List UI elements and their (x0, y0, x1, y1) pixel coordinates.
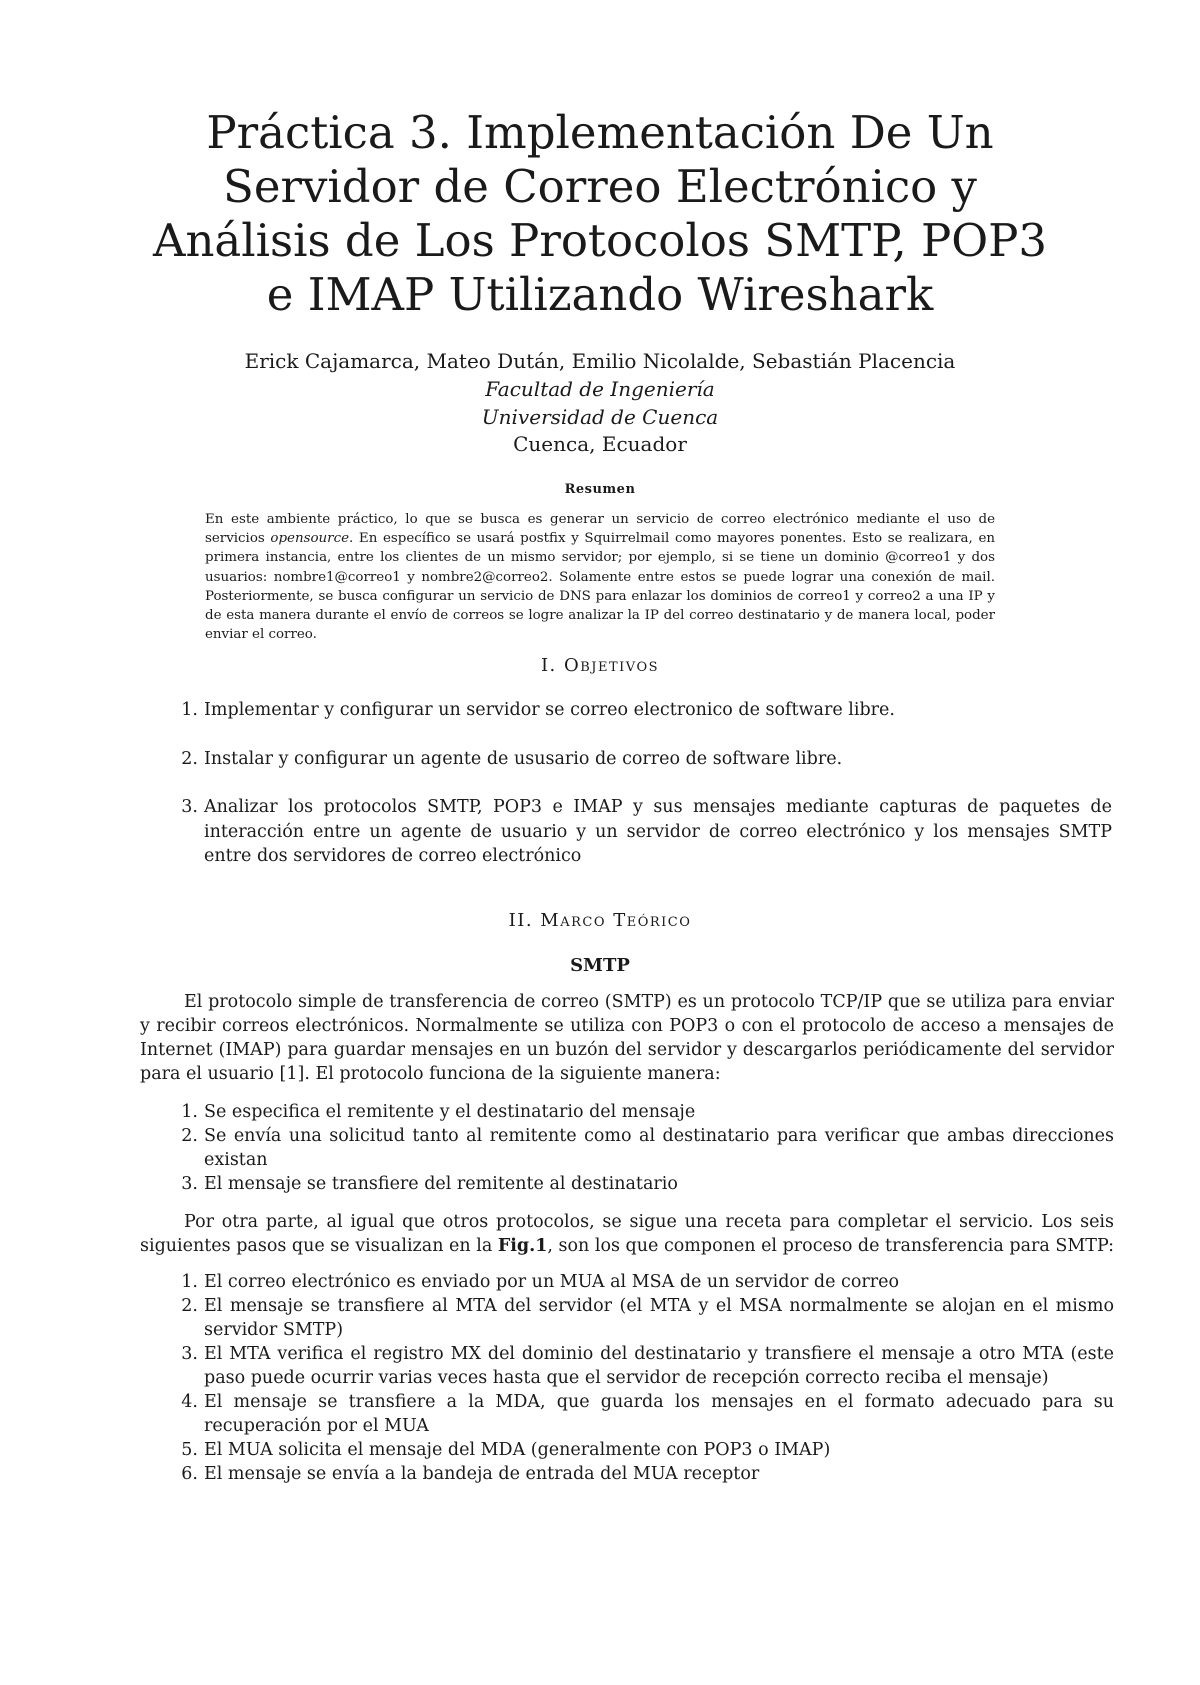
list-item (172, 1124, 1114, 1172)
smtp-subheading: SMTP (570, 955, 630, 976)
objectives-list (172, 698, 1112, 893)
faculty: Facultad de Ingeniería (485, 377, 715, 401)
item-number: 1. (181, 1272, 198, 1292)
item-number: 4. (181, 1392, 198, 1412)
list-item (172, 1438, 1114, 1462)
list-item (172, 747, 1112, 772)
abstract-part2: . En específico se usará postfix y Squirrelmail como mayores ponentes. Esto se realizara, en primera instancia, entre los clientes de un mismo servidor; por ejemplo, si se tiene un dominio @correo1 y dos usuarios: nombre1@correo1 y nombre2@correo2. Solamente entre estos se puede lograr una conexión de mail. Posteriormente, se busca configurar un servicio de DNS para enlazar los dominios de correo1 y correo2 a una IP y de esta manera durante el envío de correos se logre analizar la IP del correo destinatario y de manera local, poder enviar el correo. (205, 531, 995, 643)
item-number: 1. (181, 700, 198, 720)
section-marco-teorico-heading: II. Marco Teórico (508, 910, 692, 931)
para2-end: , son los que componen el proceso de transferencia para SMTP: (547, 1236, 1114, 1256)
item-text: El mensaje se transfiere al MTA del servidor (el MTA y el MSA normalmente se alojan en el mismo servidor SMTP) (204, 1296, 1114, 1340)
list-item (172, 795, 1112, 869)
section-objetivos-heading: I. Objetivos (540, 655, 660, 676)
item-number: 5. (181, 1440, 198, 1460)
affiliation (140, 376, 1060, 459)
item-text: El mensaje se transfiere a la MDA, que guarda los mensajes en el formato adecuado para su recuperación por el MUA (204, 1392, 1114, 1436)
item-text: Analizar los protocolos SMTP, POP3 e IMAP y sus mensajes mediante capturas de paquetes de interacción entre un agente de usuario y un servidor de correo electrónico y los mensajes SMTP entre dos servidores de correo electrónico (204, 797, 1112, 866)
list-item (172, 1390, 1114, 1438)
list-item (172, 1100, 1114, 1124)
author-list: Erick Cajamarca, Mateo Dután, Emilio Nicolalde, Sebastián Placencia (244, 349, 956, 373)
list-item (172, 1342, 1114, 1390)
item-text: El MTA verifica el registro MX del dominio del destinatario y transfiere el mensaje a otro MTA (este paso puede ocurrir varias veces hasta que el servidor de recepción correcto reciba el mensaje) (204, 1344, 1114, 1388)
item-number: 2. (181, 1126, 198, 1146)
item-text: El mensaje se transfiere del remitente al destinatario (204, 1174, 678, 1194)
item-text: Se especifica el remitente y el destinatario del mensaje (204, 1102, 696, 1122)
item-text: Instalar y configurar un agente de ususario de correo de software libre. (204, 748, 843, 769)
university: Universidad de Cuenca (481, 404, 719, 429)
list-item (172, 1462, 1114, 1486)
item-text: El MUA solicita el mensaje del MDA (generalmente con POP3 o IMAP) (204, 1440, 831, 1460)
list-item (172, 698, 1112, 723)
smtp-paragraph-1: El protocolo simple de transferencia de correo (SMTP) es un protocolo TCP/IP que se utiliza para enviar y recibir correos electrónicos. Normalmente se utiliza con POP3 o con el protocolo de acceso a mensajes de Internet (IMAP) para guardar mensajes en un buzón del servidor y descargarlos periódicamente del servidor para el usuario [1]. El protocolo funciona de la siguiente manera: (140, 992, 1114, 1084)
abstract-heading: Resumen (564, 482, 636, 497)
item-number: 3. (181, 797, 198, 817)
list-item (172, 1172, 1114, 1196)
abstract-part1: En este ambiente práctico, lo que se busca es generar un servicio de correo electrónico mediante el uso de servicios (205, 512, 995, 547)
item-number: 1. (181, 1102, 198, 1122)
item-number: 2. (181, 748, 198, 769)
smtp-transfer-steps-list (172, 1270, 1114, 1486)
item-text: Implementar y configurar un servidor se correo electronico de software libre. (204, 700, 895, 720)
para2-start: Por otra parte, al igual que otros protocolos, se sigue una receta para completar el servicio. Los seis siguientes pasos que se visualizan en la (140, 1212, 1114, 1256)
item-text: El correo electrónico es enviado por un MUA al MSA de un servidor de correo (204, 1272, 899, 1292)
item-number: 3. (181, 1174, 198, 1194)
smtp-paragraph-2 (140, 1210, 1114, 1258)
item-text: Se envía una solicitud tanto al remitente como al destinatario para verificar que ambas direcciones existan (204, 1126, 1114, 1170)
paper-title: Práctica 3. Implementación De Un Servidor de Correo Electrónico y Análisis de Los Protocolos SMTP, POP3 e IMAP Utilizando Wireshark (152, 106, 1048, 321)
abstract-italic: opensource (270, 531, 349, 547)
smtp-steps-list (172, 1100, 1114, 1196)
abstract-text (205, 510, 995, 644)
list-item (172, 1294, 1114, 1342)
item-number: 6. (181, 1464, 198, 1484)
location: Cuenca, Ecuador (513, 432, 687, 456)
list-item (172, 1270, 1114, 1294)
item-number: 2. (181, 1296, 198, 1316)
item-number: 3. (181, 1344, 198, 1364)
item-text: El mensaje se envía a la bandeja de entrada del MUA receptor (204, 1464, 760, 1484)
figure-reference: Fig.1 (497, 1236, 548, 1256)
